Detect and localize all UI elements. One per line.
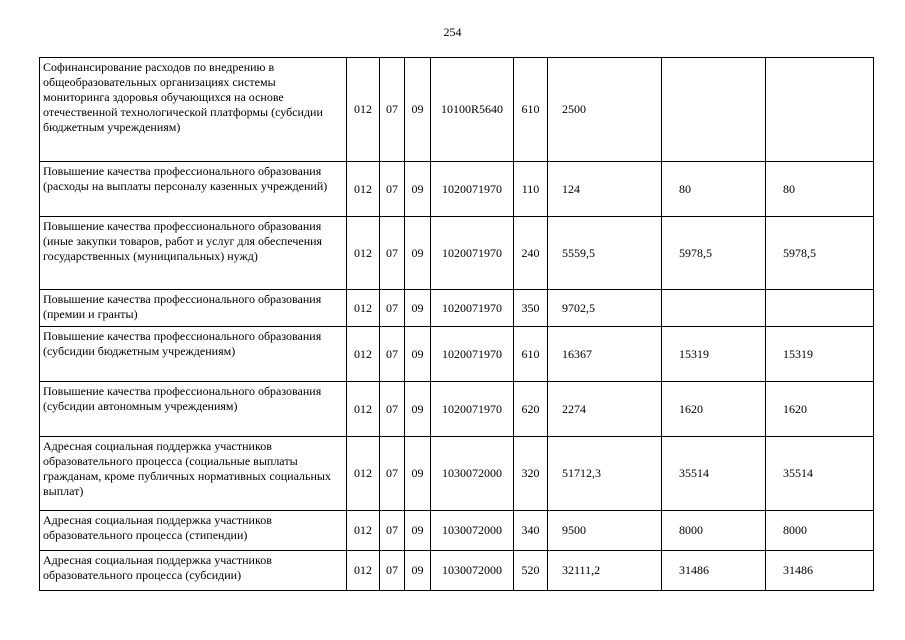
target-article-code: 1020071970 — [431, 162, 514, 217]
amount-year-1: 5559,5 — [548, 217, 662, 290]
amount-year-3: 31486 — [766, 551, 874, 591]
expense-name: Софинансирование расходов по внедрению в общеобразовательных организациях системы мониторинга здоровья обучающихся на основе отечественной технологической платформы (субсидии бюджетным учреждениям) — [40, 58, 347, 162]
section-code: 07 — [380, 551, 405, 591]
amount-year-3: 1620 — [766, 382, 874, 437]
target-article-code: 1030072000 — [431, 551, 514, 591]
target-article-code: 1030072000 — [431, 437, 514, 511]
section-code: 07 — [380, 511, 405, 551]
ministry-code: 012 — [347, 162, 380, 217]
ministry-code: 012 — [347, 511, 380, 551]
expense-type-code: 340 — [514, 511, 548, 551]
expense-type-code: 110 — [514, 162, 548, 217]
section-code: 07 — [380, 290, 405, 327]
ministry-code: 012 — [347, 551, 380, 591]
expense-type-code: 320 — [514, 437, 548, 511]
subsection-code: 09 — [405, 511, 431, 551]
expense-type-code: 610 — [514, 58, 548, 162]
section-code: 07 — [380, 162, 405, 217]
amount-year-1: 124 — [548, 162, 662, 217]
subsection-code: 09 — [405, 437, 431, 511]
expense-name: Адресная социальная поддержка участников образовательного процесса (стипендии) — [40, 511, 347, 551]
amount-year-3 — [766, 290, 874, 327]
expense-name: Повышение качества профессионального образования (субсидии автономным учреждениям) — [40, 382, 347, 437]
subsection-code: 09 — [405, 162, 431, 217]
subsection-code: 09 — [405, 58, 431, 162]
table-row — [40, 162, 874, 217]
expense-name: Повышение качества профессионального образования (иные закупки товаров, работ и услуг для обеспечения государственных (муниципальных) нужд) — [40, 217, 347, 290]
expense-name: Адресная социальная поддержка участников образовательного процесса (субсидии) — [40, 551, 347, 591]
target-article-code: 1020071970 — [431, 290, 514, 327]
amount-year-3: 15319 — [766, 327, 874, 382]
table-row — [40, 437, 874, 511]
amount-year-1: 9702,5 — [548, 290, 662, 327]
amount-year-2 — [662, 290, 766, 327]
subsection-code: 09 — [405, 382, 431, 437]
expense-type-code: 240 — [514, 217, 548, 290]
expense-type-code: 610 — [514, 327, 548, 382]
section-code: 07 — [380, 382, 405, 437]
expense-name: Адресная социальная поддержка участников образовательного процесса (социальные выплаты гражданам, кроме публичных нормативных социальных выплат) — [40, 437, 347, 511]
ministry-code: 012 — [347, 327, 380, 382]
expense-type-code: 520 — [514, 551, 548, 591]
target-article-code: 1020071970 — [431, 382, 514, 437]
amount-year-1: 2274 — [548, 382, 662, 437]
amount-year-3 — [766, 58, 874, 162]
table-row — [40, 290, 874, 327]
amount-year-2: 31486 — [662, 551, 766, 591]
ministry-code: 012 — [347, 58, 380, 162]
amount-year-3: 8000 — [766, 511, 874, 551]
section-code: 07 — [380, 327, 405, 382]
expense-type-code: 620 — [514, 382, 548, 437]
table-row — [40, 58, 874, 162]
page-number: 254 — [443, 25, 462, 39]
amount-year-1: 51712,3 — [548, 437, 662, 511]
subsection-code: 09 — [405, 290, 431, 327]
amount-year-2: 15319 — [662, 327, 766, 382]
table-row — [40, 551, 874, 591]
ministry-code: 012 — [347, 217, 380, 290]
table-row — [40, 382, 874, 437]
amount-year-2: 1620 — [662, 382, 766, 437]
amount-year-1: 32111,2 — [548, 551, 662, 591]
subsection-code: 09 — [405, 327, 431, 382]
target-article-code: 1020071970 — [431, 217, 514, 290]
expense-name: Повышение качества профессионального образования (субсидии бюджетным учреждениям) — [40, 327, 347, 382]
subsection-code: 09 — [405, 551, 431, 591]
amount-year-1: 16367 — [548, 327, 662, 382]
expense-name: Повышение качества профессионального образования (премии и гранты) — [40, 290, 347, 327]
section-code: 07 — [380, 437, 405, 511]
amount-year-1: 2500 — [548, 58, 662, 162]
amount-year-3: 80 — [766, 162, 874, 217]
amount-year-2: 5978,5 — [662, 217, 766, 290]
expense-name: Повышение качества профессионального образования (расходы на выплаты персоналу казенных учреждений) — [40, 162, 347, 217]
section-code: 07 — [380, 217, 405, 290]
target-article-code: 1030072000 — [431, 511, 514, 551]
budget-table — [39, 57, 874, 591]
ministry-code: 012 — [347, 437, 380, 511]
table-row — [40, 217, 874, 290]
target-article-code: 1020071970 — [431, 327, 514, 382]
amount-year-2: 8000 — [662, 511, 766, 551]
amount-year-2: 35514 — [662, 437, 766, 511]
section-code: 07 — [380, 58, 405, 162]
amount-year-3: 35514 — [766, 437, 874, 511]
table-row — [40, 327, 874, 382]
target-article-code: 10100R5640 — [431, 58, 514, 162]
subsection-code: 09 — [405, 217, 431, 290]
expense-type-code: 350 — [514, 290, 548, 327]
amount-year-2 — [662, 58, 766, 162]
ministry-code: 012 — [347, 382, 380, 437]
ministry-code: 012 — [347, 290, 380, 327]
amount-year-3: 5978,5 — [766, 217, 874, 290]
table-row — [40, 511, 874, 551]
amount-year-1: 9500 — [548, 511, 662, 551]
amount-year-2: 80 — [662, 162, 766, 217]
